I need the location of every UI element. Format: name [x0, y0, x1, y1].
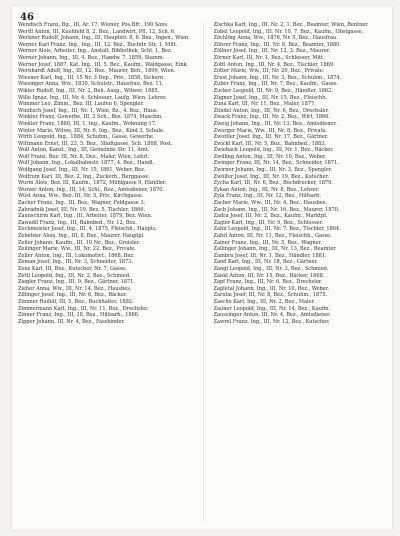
- directory-entry: Wüst Anna, Ww., Bez. III, Nr. 5, Priv., Kirchgasse.: [18, 193, 144, 200]
- directory-entry: Zaruba Josef, III, Nr. 8, Bez., Schuhm., 1875.: [213, 292, 328, 299]
- directory-entry: Zehetner Alois, Ing., III, 8, Bez., Maurer, Hauptpl.: [18, 233, 145, 239]
- directory-entry: Zottl Anton, Ing., III, Nr. 4, Bez., Tischler, 1869.: [213, 61, 335, 68]
- directory-entry: Zenz Karl, III, Bez., Kutscher, Nr. 7, Gasse.: [18, 265, 127, 272]
- directory-entry: Werdl Anton, III, Kuehfeld 8, 2. Bez., Landwirt, Pfl. 12, Sch. 6.: [18, 28, 176, 35]
- directory-entry: Zörner Karl, III, Nr. 1, Bez., Schlosser, Mitt.: [213, 54, 325, 61]
- directory-entry: Wolf Johann, Ing., Lokalbahnstr. 1877, 4. Bez., Handl.: [18, 160, 155, 167]
- directory-entry: Zyla Franz, Ing., III, Nr. 12, Bez., Hilfsarb.: [213, 193, 321, 200]
- directory-entry: Zettl Leopold, Ing., III, Nr. 2, Bez., Schmied.: [18, 272, 131, 279]
- directory-entry: Zahrl Anton, III, Nr. 11, Bez., Fleischh., Gasse.: [213, 233, 332, 239]
- directory-entry: Zahn Leopold, Ing., III, Nr. 7, Bez., Tischler, 1864.: [213, 226, 341, 233]
- directory-entry: Zrust Johann, Ing., III, Nr. 3, Bez., Schuhm., 1874.: [213, 74, 342, 81]
- left-column: [18, 22, 193, 522]
- directory-entry: Zapletal Johann, Ing., III, Nr. 10, Bez., Weber.: [213, 285, 330, 292]
- directory-entry: Zauner Leopold, Ing., III, Nr. 14, Bez., Kaufm.: [213, 305, 331, 312]
- directory-entry: Winkler Franz, Gewerbe, III, 3 Sch., Bez. 1874, Maschin.: [18, 114, 163, 121]
- directory-entry: Zillinger Josef, Ing., III, Nr. 6, Bez., Bäcker.: [18, 292, 128, 299]
- directory-entry: Werner Johann, Ing., III, 4. Bez., Handw. 7. 1859, Stamm.: [18, 54, 165, 61]
- entry-columns: [18, 22, 388, 522]
- directory-entry: Wurm Alois, Bez. III, Kaufm., 1872, Mühlgasse 9, Händler.: [18, 180, 167, 187]
- directory-entry: Zwack Franz, Ing., III, Nr. 2, Bez., Wirt, 1866.: [213, 114, 330, 121]
- directory-entry: Wolfrum Karl, III, Bez. 2, Ing., Zuckerb., Berggasse.: [18, 173, 150, 180]
- directory-entry: Zügner Josef, Ing., III, Nr. 15, Bez., Fleischh.: [213, 94, 327, 101]
- directory-entry: Zwirner Johann, Ing., III, Nr. 3, Bez., Spengler.: [213, 167, 333, 174]
- directory-entry: Wimmer Leo, Zimm., Bez. III, Laufen 6, Spengler.: [18, 101, 144, 108]
- directory-entry: Zacher Marie, Ww., III, Nr. 4, Bez., Hausbes.: [213, 200, 327, 207]
- directory-entry: Wirth Leopold, Ing., 1884, Schuhm., Gasse, Gewerbe.: [18, 134, 155, 141]
- directory-entry: Windisch Josef, Ing., III, Nr. 1, Wien, Bz., 4. Bez., Haus.: [18, 107, 159, 114]
- directory-entry: Wikler Rudolf, Ing., III, Nr. 2, Beh. Ausg., Witwer, 1885.: [18, 87, 160, 94]
- directory-entry: Zinner Franz, Ing., III, 18, Bez., Hilfsarb., 1886.: [18, 312, 140, 319]
- directory-entry: Wurzer Anton, Ing., III, 14, Schl., Bez., Amtsdiener, 1870.: [18, 186, 165, 193]
- directory-entry: Wolfgang Josef, Ing., III, Nr. 15, 1861, Weber, Bez.: [18, 167, 146, 174]
- directory-entry: Werkner Rudolf, Johann, Ing., III, Hauptstr. 8, 6. Bez., Ingen., Wien.: [18, 35, 190, 42]
- directory-entry: Zechmeister Josef, Ing., III, 4, 1875, Fleischh., Haupts.: [18, 226, 158, 233]
- directory-entry: Zambra Josef, III, Nr. 1, Bez., Händler, 1881.: [213, 252, 327, 259]
- directory-entry: Zacher Franz, Ing., III, Bez., Wagner, Feldgasse 3.: [18, 200, 146, 207]
- directory-entry: Zankl Anton, III, Nr. 15, Bez., Bäcker, 1868.: [213, 272, 325, 279]
- directory-entry: Werner Josef, 1887, Kat. Ing., III, 5. Bez., Kaufm., Waldgasse, Eink.: [18, 61, 189, 68]
- directory-entry: Zeiler Johann, Kaufm., III, 10 Nr., Bez., Greisler.: [18, 239, 141, 246]
- directory-entry: Zainer Franz, Ing., III, Nr. 5, Bez., Wagner.: [213, 239, 322, 246]
- directory-entry: Zeman Josef, Ing., III, Nr. 3, Schneider, 1873.: [18, 259, 133, 266]
- directory-entry: Zapf Franz, Ing., III, Nr. 6, Bez., Drechsler.: [213, 279, 323, 286]
- directory-entry: Zimmer Rudolf, III, 5, Bez., Buchhalter, 1882.: [18, 298, 134, 305]
- directory-entry: Werner Karl Franz, Ing., Ing., III, 12. Bez., Buchdr. Str. 1, Mitt.: [18, 41, 178, 48]
- directory-entry: Winter Marie, Witwe, III, Nr. 6, Ing., Bez., Kind 3, Schule.: [18, 127, 165, 134]
- directory-entry: Zwieback Leopold, Ing., III, Nr. 1, Bez., Bäcker.: [213, 147, 334, 154]
- directory-entry: Zeilinger Marie, Ww., III, Nr. 22, Bez., Private.: [18, 246, 136, 253]
- directory-entry: Zipper Johann, III, Nr. 4, Bez., Fassbinder.: [18, 318, 125, 325]
- column-divider: [203, 22, 204, 522]
- directory-entry: Zöllner Josef, Ing., III, Nr. 12, 3. Bez., Maurer.: [213, 48, 331, 55]
- directory-entry: Zobel Leopold, Ing., III, Nr. 10, 7. Bez., Kaufm., Obstgasse.: [213, 28, 364, 35]
- directory-entry: Zwinger Franz, III, Nr. 14, Bez., Schneider, 1871.: [213, 160, 339, 167]
- directory-entry: Zagler Karl, Ing., III, Nr. 9, Bez., Schlosser.: [213, 219, 323, 226]
- directory-entry: Zand Karl, Ing., III, Nr. 18, Bez., Gärtner.: [213, 259, 318, 266]
- directory-entry: Winkler Franz, 1880, III, 1, Ing., Kaufm., Wohnung 17.: [18, 120, 157, 127]
- directory-entry: Wernhardt Adolf, Ing., III, 12. Bez., Maurer, Beh., 1899, Wien.: [18, 68, 176, 75]
- directory-entry: Zweig Johann, Ing., III, Nr. 13, Bez., Amtsdiener.: [213, 120, 337, 127]
- directory-entry: Zwerger Marie, Ww., III, Nr. 8, Bez., Private.: [213, 127, 328, 134]
- directory-entry: Zaunschirm Karl, Ing., III, Arbeiter, 1879, Bez. Wien.: [18, 213, 153, 220]
- directory-entry: Zotter Marie, Ww., III, Nr. 20, Bez., Private.: [213, 68, 325, 75]
- directory-entry: Zwettler Josef, Ing., III, Nr. 17, Bez., Gärtner.: [213, 134, 329, 141]
- directory-entry: Zuber Franz, Ing., III, Nr. 7, Bez., Kaufm., Gasse.: [213, 81, 339, 88]
- directory-entry: Wiesinger Anna, Ww., 1830, Schulstr., Hausfrau, Bez. 11.: [18, 81, 164, 88]
- directory-entry: Zwölfer Josef, Ing., III, Nr. 19, Bez., Kutscher.: [213, 173, 329, 180]
- page-number: 46: [20, 12, 34, 23]
- directory-entry: Zeller Anton, Ing., III, Lokomotivf., 1868, Bez.: [18, 252, 135, 259]
- directory-entry: Zach Johann, Ing., III, Nr. 16, Bez., Maurer, 1870.: [213, 206, 340, 213]
- directory-entry: Zykan Anton, Ing., III, Nr. 8, Bez., Lehrer.: [213, 186, 319, 193]
- directory-entry: Zöchling Anna, Ww., 1876, Nr. 5, Bez., Hausfrau.: [213, 35, 338, 42]
- directory-entry: Zimmermann Karl, Ing., III, Nr. 11, Bez., Drechsler.: [18, 305, 149, 312]
- directory-entry: Wendisch Franz, Bg., III, Ar. 17, Wiener, Pos.Bfr., 190 Sons.: [18, 22, 169, 28]
- directory-entry: Zaussinger Anton, III, Nr. 4, Bez., Amtsdiener.: [213, 312, 331, 319]
- right-column: [214, 22, 389, 522]
- directory-entry: Zallinger Johann, Ing., III, Nr. 13, Bez., Beamter.: [213, 246, 337, 253]
- directory-entry: Zahradnik Josef, III, Nr. 19, Bez. 5, Tischler, 1866.: [18, 206, 146, 213]
- directory-page: [12, 6, 392, 530]
- directory-entry: Wiesner Karl, Ing., III, 15 Nr. 3 Dep., Priv., 1858, Sichern.: [18, 74, 165, 81]
- directory-entry: Zangl Leopold, Ing., III, Nr. 3, Bez., Schmied.: [213, 265, 329, 272]
- directory-entry: Zuna Karl, III, Nr. 11, Bez., Maler, 1877.: [213, 101, 316, 108]
- directory-entry: Zwilling Anton, Ing., III, Nr. 10, Bez., Weber.: [213, 153, 327, 160]
- directory-entry: Wittmann Ernst, III, 23, 5. Bez., Stadtgasse, Sch. 1868, Post.: [18, 140, 173, 147]
- directory-entry: Zündel Anton, Ing., III, Nr. 6, Bez., Drechsler.: [213, 107, 329, 114]
- directory-entry: Zawadil Franz, Ing., III, Bahnbed., Nr. 12, Bez.: [18, 219, 137, 226]
- directory-entry: Wolf Franz, Bez. III, Nr. 8, Dez., Maler, Wien, Lehrl.: [18, 153, 149, 160]
- directory-entry: Wille Ignaz, Ing., III, Nr. 4, Schlosser, Laufg. Wien, Lehrer.: [18, 94, 167, 101]
- directory-entry: Zawrel Franz, Ing., III, Nr. 12, Bez., Kutscher.: [213, 318, 330, 325]
- directory-entry: Zycha Karl, III, Nr. 6, Bez., Buchdrucker, 1879.: [213, 180, 333, 187]
- directory-entry: Zasche Karl, Ing., III, Nr. 2, Bez., Maler.: [213, 298, 315, 305]
- directory-entry: Zadra Josef, III, Nr. 2, Bez., Kaufm., Marktpl.: [213, 213, 328, 220]
- directory-entry: Wolf Anton, Kanzl., Ing., III, Gemeinde Str. 11, Amt.: [18, 147, 150, 154]
- directory-entry: Zwickl Karl, III, Nr. 5, Bez., Bahnbed., 1883.: [213, 140, 327, 147]
- directory-entry: Ziegler Franz, Ing., III, 9, Bez., Gärtner, 1871.: [18, 279, 135, 286]
- directory-entry: Zöhrer Franz, Ing., III, Nr. 8, Bez., Beamter, 1880.: [213, 41, 341, 48]
- directory-entry: Zischka Karl, Ing., III, Nr. 2, 1. Bez., Beamter, Wien, Rentner.: [213, 22, 369, 28]
- directory-entry: Zieher Anna, Ww., III, Nr. 14, Bez., Hausbes.: [18, 285, 132, 292]
- directory-entry: Werner Alois, Arbeiter, Ing., Anstalt, Bibliothek, Schl. 1, Bez.: [18, 48, 173, 55]
- directory-entry: Zucker Leopold, III, Nr. 9, Bez., Händler, 1862.: [213, 87, 333, 94]
